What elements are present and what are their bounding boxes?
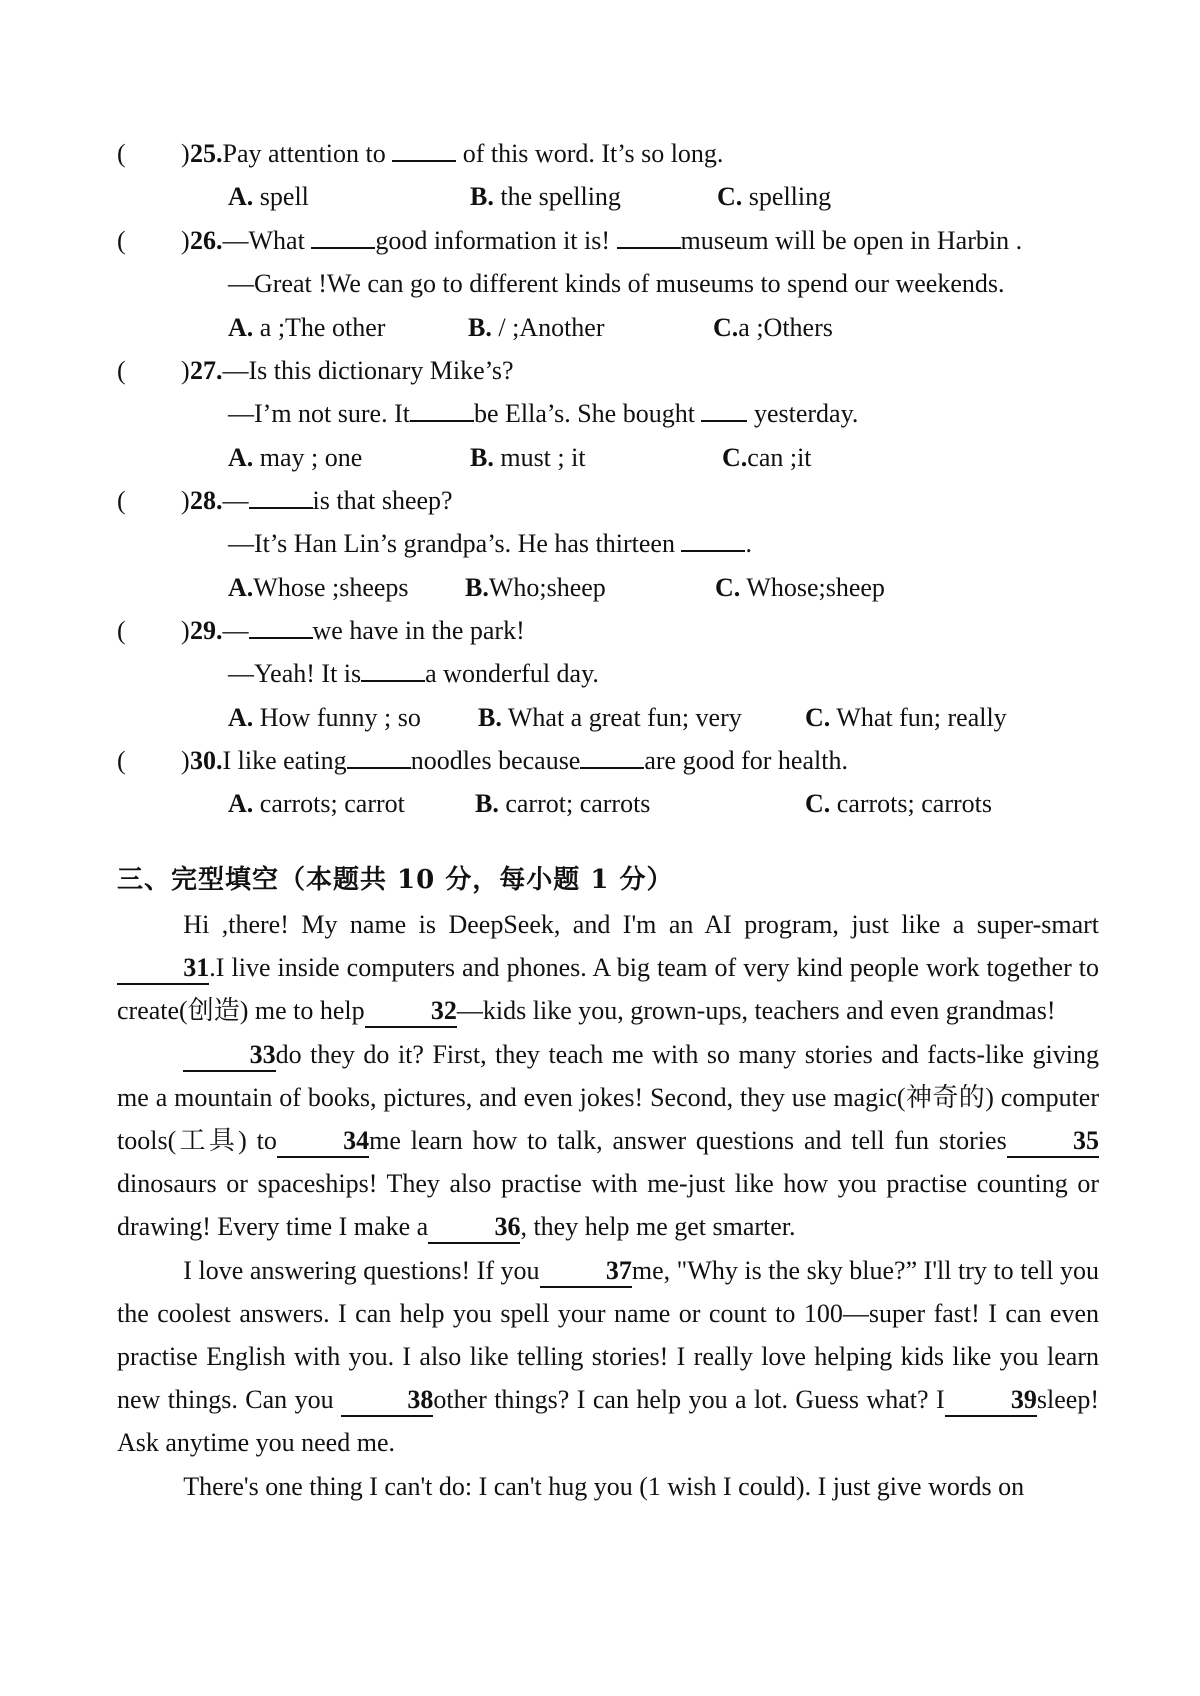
cloze-blank-38: 38 <box>341 1385 433 1417</box>
option-letter: B. <box>478 703 502 732</box>
response-text: —Yeah! It is <box>228 659 362 688</box>
question-number: 30. <box>190 746 223 775</box>
answer-blank <box>392 138 456 162</box>
answer-paren-open: ( <box>117 356 126 385</box>
response-text: a wonderful day. <box>425 659 599 688</box>
answer-paren-open: ( <box>117 746 126 775</box>
question-stem <box>190 481 453 521</box>
answer-blank <box>410 398 474 422</box>
passage-text: me, "Why is the sky blue?” I'll try to tell you the coolest answers. I can help you spell your name or count to 100—super fast! I can even practise English with you. I also like telling stories! I really love helping kids like you learn new things. Can you <box>117 1255 1100 1415</box>
cloze-blank-35: 35 <box>1007 1126 1099 1158</box>
answer-paren-open: ( <box>117 486 126 515</box>
options-row <box>0 177 1200 217</box>
stem-text: I like eating <box>222 746 347 775</box>
options-row <box>0 568 1200 608</box>
stem-text: is that sheep? <box>312 486 453 515</box>
option-letter: B. <box>465 573 489 602</box>
option-text: may ; one <box>253 443 363 472</box>
response-line: —Great !We can go to different kinds of museums to spend our weekends. <box>228 269 1005 298</box>
response-text: yesterday. <box>747 399 859 428</box>
answer-blank <box>249 485 313 509</box>
option-letter: A. <box>228 182 254 211</box>
option-letter: A. <box>228 573 254 602</box>
option-text: What fun; really <box>830 703 1007 732</box>
option-text: Whose ;sheeps <box>253 573 409 602</box>
passage-paragraph <box>117 1249 1099 1465</box>
answer-paren-close: ) <box>181 226 190 255</box>
option-text: carrots; carrots <box>830 789 992 818</box>
passage-paragraph: There's one thing I can't do: I can't hug you (1 wish I could). I just give words on <box>183 1471 1025 1501</box>
cloze-blank-31: 31 <box>117 953 209 985</box>
option-a <box>228 177 309 217</box>
question-28 <box>0 481 1200 521</box>
option-text: carrots; carrot <box>253 789 405 818</box>
passage-text: sleep! Ask anytime you need me. <box>117 1385 1099 1458</box>
stem-text: —What <box>222 226 312 255</box>
question-25 <box>0 134 1200 174</box>
option-b <box>478 698 742 738</box>
option-letter: A. <box>228 313 254 342</box>
question-number: 26. <box>190 226 223 255</box>
option-b <box>468 308 605 348</box>
answer-blank <box>617 225 681 249</box>
response-text: —I’m not sure. It <box>228 399 410 428</box>
question-stem <box>190 351 514 391</box>
passage-text: dinosaurs or spaceships! They also practise with me-just like how you practise counting or drawing! Every time I make a <box>117 1169 1099 1242</box>
option-text: What a great fun; very <box>501 703 742 732</box>
stem-text: noodles because <box>410 746 581 775</box>
answer-blank <box>580 745 644 769</box>
response-text: —It’s Han Lin’s grandpa’s. He has thirteen <box>228 529 682 558</box>
option-text: a ;Others <box>738 313 833 342</box>
question-stem <box>190 134 723 174</box>
answer-paren-open: ( <box>117 226 126 255</box>
question-number: 25. <box>190 139 223 168</box>
passage-text: Hi ,there! My name is DeepSeek, and I'm an AI program, just like a super-smart <box>183 910 1099 939</box>
option-c <box>713 308 833 348</box>
option-letter: C. <box>715 573 741 602</box>
answer-paren-open: ( <box>117 616 126 645</box>
response-line <box>228 394 858 434</box>
question-number: 28. <box>190 486 223 515</box>
options-row <box>0 438 1200 478</box>
answer-blank <box>701 398 747 422</box>
passage-text: me learn how to talk, answer questions and tell fun stories <box>369 1126 1007 1156</box>
option-b <box>470 177 621 217</box>
cloze-blank-36: 36 <box>428 1212 520 1244</box>
response-line <box>228 654 599 694</box>
stem-text: we have in the park! <box>312 616 525 645</box>
question-stem <box>190 611 525 651</box>
option-letter: B. <box>470 443 494 472</box>
stem-text: museum will be open in Harbin . <box>680 226 1023 255</box>
passage-text: other things? I can help you a lot. Guess what? I <box>433 1385 945 1415</box>
answer-blank <box>347 745 411 769</box>
stem-text: of this word. It’s so long. <box>456 139 724 168</box>
option-letter: C. <box>722 443 748 472</box>
question-number: 27. <box>190 356 223 385</box>
answer-blank <box>249 615 313 639</box>
response-text: be Ella’s. She bought <box>473 399 702 428</box>
passage-text: .I live inside computers and phones. A big team of very kind people work together to create(创造) me to help <box>117 953 1099 1026</box>
question-number: 29. <box>190 616 223 645</box>
stem-text: — <box>222 486 249 515</box>
option-letter: C. <box>805 703 831 732</box>
passage-text: , they help me get smarter. <box>520 1212 796 1242</box>
option-letter: B. <box>470 182 494 211</box>
option-text: spell <box>253 182 309 211</box>
option-letter: A. <box>228 443 254 472</box>
options-row <box>0 308 1200 348</box>
question-stem <box>190 221 1022 261</box>
option-c <box>805 698 1007 738</box>
options-row <box>0 698 1200 738</box>
option-b <box>465 568 606 608</box>
options-row <box>0 784 1200 824</box>
stem-text: are good for health. <box>644 746 848 775</box>
option-c <box>805 784 992 824</box>
cloze-passage <box>117 903 1099 1508</box>
option-text: carrot; carrots <box>498 789 651 818</box>
option-letter: B. <box>468 313 492 342</box>
passage-paragraph <box>117 1033 1099 1249</box>
option-c <box>722 438 812 478</box>
cloze-blank-34: 34 <box>277 1126 369 1158</box>
option-letter: C. <box>805 789 831 818</box>
question-27 <box>0 351 1200 391</box>
option-text: a ;The other <box>253 313 386 342</box>
option-text: spelling <box>742 182 832 211</box>
stem-text: Pay attention to <box>222 139 393 168</box>
answer-blank <box>361 658 425 682</box>
option-c <box>715 568 885 608</box>
option-text: the spelling <box>493 182 621 211</box>
cloze-blank-39: 39 <box>945 1385 1037 1417</box>
option-text: can ;it <box>747 443 812 472</box>
question-30 <box>0 741 1200 781</box>
option-b <box>470 438 586 478</box>
option-text: / ;Another <box>491 313 605 342</box>
question-26 <box>0 221 1200 261</box>
option-text: How funny ; so <box>253 703 421 732</box>
answer-paren-close: ) <box>181 356 190 385</box>
answer-paren-close: ) <box>181 486 190 515</box>
stem-text: —Is this dictionary Mike’s? <box>222 356 514 385</box>
option-letter: C. <box>717 182 743 211</box>
section-title: 三、完型填空（本题共 10 分，每小题 1 分） <box>117 865 674 895</box>
option-letter: C. <box>713 313 739 342</box>
question-29 <box>0 611 1200 651</box>
option-text: must ; it <box>493 443 586 472</box>
answer-paren-close: ) <box>181 139 190 168</box>
option-letter: A. <box>228 703 254 732</box>
answer-paren-open: ( <box>117 139 126 168</box>
passage-text: I love answering questions! If you <box>183 1255 540 1285</box>
option-letter: A. <box>228 789 254 818</box>
answer-blank <box>311 225 375 249</box>
option-b <box>475 784 650 824</box>
answer-paren-close: ) <box>181 746 190 775</box>
response-text: . <box>745 529 752 558</box>
answer-paren-close: ) <box>181 616 190 645</box>
option-letter: B. <box>475 789 499 818</box>
cloze-blank-33: 33 <box>183 1040 275 1072</box>
cloze-blank-37: 37 <box>540 1256 632 1288</box>
cloze-blank-32: 32 <box>365 996 457 1028</box>
passage-text: —kids like you, grown-ups, teachers and even grandmas! <box>456 996 1056 1026</box>
response-line <box>228 524 752 564</box>
passage-paragraph <box>117 903 1099 1033</box>
option-a <box>228 438 362 478</box>
stem-text: good information it is! <box>375 226 617 255</box>
option-a <box>228 308 385 348</box>
question-stem <box>190 741 848 781</box>
passage-text: do they do it? First, they teach me with so many stories and facts-like giving me a mountain of books, pictures, and even jokes! Second, they use magic(神奇的) computer tools(工具) to <box>117 1039 1099 1156</box>
option-text: Whose;sheep <box>740 573 885 602</box>
option-a <box>228 784 405 824</box>
stem-text: — <box>222 616 249 645</box>
option-a <box>228 698 421 738</box>
answer-blank <box>681 528 745 552</box>
option-text: Who;sheep <box>488 573 606 602</box>
option-a <box>228 568 409 608</box>
option-c <box>717 177 831 217</box>
